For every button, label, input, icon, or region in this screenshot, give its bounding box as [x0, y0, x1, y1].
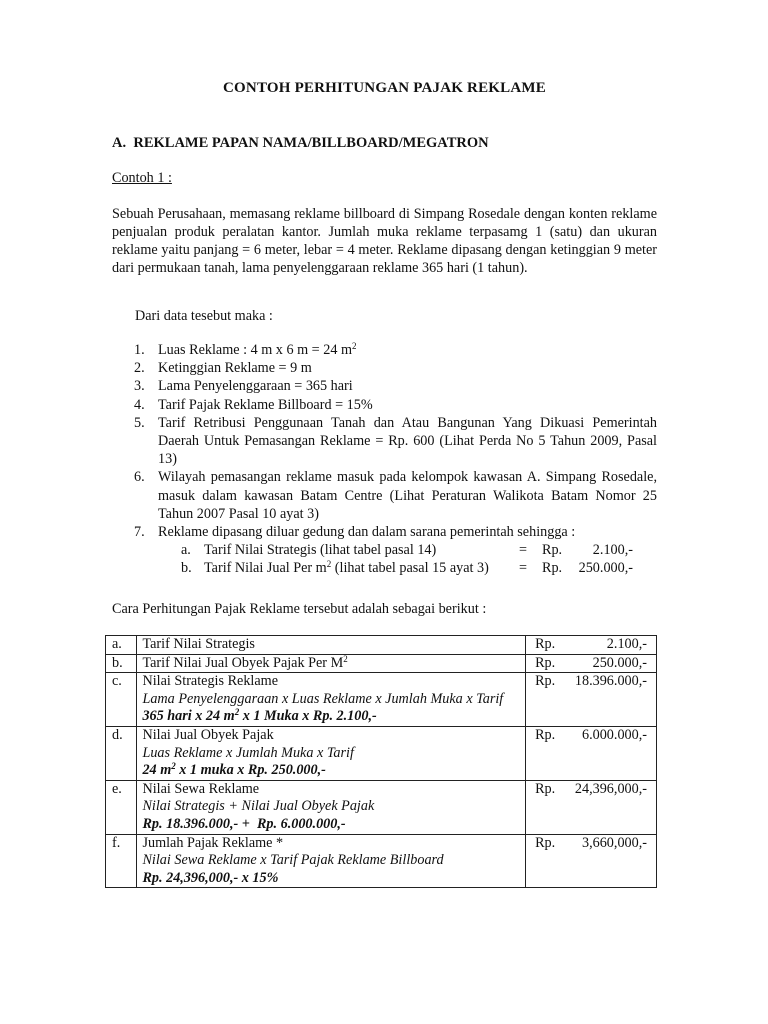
list-item-number: 3. — [134, 378, 145, 395]
row-title: Jumlah Pajak Reklame * — [142, 834, 284, 851]
currency-label: Rp. — [535, 780, 556, 797]
row-formula: Lama Penyelenggaraan x Luas Reklame x Jumlah Muka x Tarif — [142, 690, 504, 707]
currency-label: Rp. — [535, 834, 556, 851]
row-amount — [526, 636, 657, 655]
row-amount — [526, 673, 657, 727]
list-item — [112, 341, 657, 359]
row-description — [137, 780, 526, 834]
document-title: CONTOH PERHITUNGAN PAJAK REKLAME — [223, 80, 546, 96]
row-title: Tarif Nilai Strategis — [142, 636, 255, 652]
table-row — [106, 726, 657, 780]
row-calculation: Rp. 18.396.000,- + Rp. 6.000.000,- — [142, 815, 346, 832]
section-heading: A. REKLAME PAPAN NAMA/BILLBOARD/MEGATRON — [112, 135, 489, 151]
row-amount — [526, 780, 657, 834]
superscript: 2 — [171, 761, 176, 772]
intro-paragraph: Sebuah Perusahaan, memasang reklame billboard di Simpang Rosedale dengan konten reklame penjualan produk peralatan kantor. Jumlah muka reklame terpasamg 1 (satu) dan ukuran reklame yaitu panjang = 6 meter, lebar = 4 meter. Reklame dipasang dengan ketinggian 9 meter dari permukaan tanah, lama penyelenggaraan reklame 365 hari (1 tahun). — [112, 206, 657, 276]
superscript: 2 — [234, 707, 240, 718]
amount-value: 250.000,- — [592, 654, 647, 671]
calc-text-after: x 1 Muka x Rp. 2.100,- — [239, 708, 377, 725]
list-item-text: Ketinggian Reklame = 9 m — [158, 360, 312, 377]
sub-item-text-after: (lihat tabel pasal 15 ayat 3) — [331, 560, 489, 577]
sub-item-equals: = — [519, 560, 528, 577]
list-item-number: 7. — [134, 524, 145, 541]
row-formula: Luas Reklame x Jumlah Muka x Tarif — [142, 744, 354, 761]
sub-item-equals: = — [519, 542, 528, 559]
table-row — [106, 780, 657, 834]
currency-label: Rp. — [535, 673, 556, 690]
row-amount — [526, 654, 657, 673]
calculation-intro: Cara Perhitungan Pajak Reklame tersebut adalah sebagai berikut : — [112, 601, 487, 617]
list-item — [112, 396, 657, 414]
sub-item-text-before: Tarif Nilai Jual Per m — [204, 560, 327, 577]
row-formula: Nilai Sewa Reklame x Tarif Pajak Reklame Billboard — [142, 852, 444, 869]
amount-value: 2.100,- — [606, 636, 647, 652]
list-item-number: 2. — [134, 360, 145, 377]
table-row — [106, 636, 657, 655]
list-item — [112, 468, 657, 523]
amount-value: 3,660,000,- — [581, 834, 647, 851]
calc-text-after: x 1 muka x Rp. 250.000,- — [175, 762, 326, 779]
example-label: Contoh 1 : — [112, 170, 172, 186]
list-item-text: Tarif Pajak Reklame Billboard = 15% — [158, 396, 373, 413]
row-letter: d. — [106, 726, 137, 780]
row-amount — [526, 834, 657, 888]
superscript: 2 — [326, 559, 332, 570]
list-item — [112, 359, 657, 377]
amount-value: 6.000.000,- — [581, 726, 647, 743]
data-list — [112, 341, 657, 578]
row-letter: f. — [106, 834, 137, 888]
list-item-number: 5. — [134, 414, 145, 431]
row-title-text: Tarif Nilai Jual Obyek Pajak Per M — [142, 654, 344, 671]
list-item — [112, 377, 657, 395]
superscript: 2 — [352, 341, 357, 351]
currency-label: Rp. — [535, 726, 556, 743]
row-amount — [526, 726, 657, 780]
sub-item-currency: Rp. — [542, 560, 563, 577]
sub-item-currency: Rp. — [542, 542, 563, 559]
row-title: Nilai Strategis Reklame — [142, 673, 278, 690]
list-item — [112, 523, 657, 578]
row-description — [137, 834, 526, 888]
sub-item-value: 2.100,- — [592, 542, 633, 559]
list-item-text: Lama Penyelenggaraan = 365 hari — [158, 378, 353, 395]
table-row — [106, 654, 657, 673]
row-title: Nilai Sewa Reklame — [142, 780, 260, 797]
amount-value: 24,396,000,- — [574, 780, 647, 797]
amount-value: 18.396.000,- — [574, 673, 647, 690]
from-data-text: Dari data tesebut maka : — [135, 308, 273, 324]
sub-item-text — [204, 559, 489, 577]
list-item-number: 1. — [134, 342, 145, 358]
list-item-text: Luas Reklame : 4 m x 6 m = 24 m — [158, 342, 352, 358]
row-title — [142, 655, 520, 673]
row-letter: a. — [106, 636, 137, 655]
row-calculation — [142, 762, 520, 780]
sub-item-letter: b. — [181, 560, 192, 577]
calc-text-before: 24 m — [142, 762, 172, 779]
row-description — [137, 673, 526, 727]
row-letter: b. — [106, 654, 137, 673]
list-item-number: 4. — [134, 396, 145, 413]
sub-list-item — [158, 541, 657, 559]
list-item-text: Reklame dipasang diluar gedung dan dalam sarana pemerintah sehingga : — [158, 524, 576, 541]
table-row — [106, 673, 657, 727]
row-letter: c. — [106, 673, 137, 727]
sub-item-value: 250.000,- — [578, 560, 633, 577]
row-description — [137, 636, 526, 655]
list-item-text: Tarif Retribusi Penggunaan Tanah dan Atau Bangunan Yang Dikuasi Pemerintah Daerah Untuk Pemasangan Reklame = Rp. 600 (Lihat Perda No 5 Tahun 2009, Pasal 13) — [158, 414, 657, 468]
row-letter: e. — [106, 780, 137, 834]
calc-text-before: 365 hari x 24 m — [142, 708, 235, 725]
calculation-table — [105, 635, 657, 888]
table-row — [106, 834, 657, 888]
sub-list — [158, 541, 657, 577]
row-formula: Nilai Strategis + Nilai Jual Obyek Pajak — [142, 798, 375, 815]
row-calculation: Rp. 24,396,000,- x 15% — [142, 869, 279, 886]
sub-item-text: Tarif Nilai Strategis (lihat tabel pasal 14) — [204, 542, 437, 559]
sub-item-letter: a. — [181, 542, 191, 559]
superscript: 2 — [343, 653, 348, 664]
currency-label: Rp. — [535, 636, 556, 652]
sub-list-item — [158, 559, 657, 577]
list-item-text: Wilayah pemasangan reklame masuk pada kelompok kawasan A. Simpang Rosedale, masuk dalam kawasan Batam Centre (Lihat Peraturan Walikota Batam Nomor 25 Tahun 2007 Pasal 10 ayat 3) — [158, 469, 657, 522]
row-calculation — [142, 708, 520, 726]
row-title: Nilai Jual Obyek Pajak — [142, 726, 274, 743]
row-description — [137, 654, 526, 673]
list-item — [112, 414, 657, 469]
currency-label: Rp. — [535, 654, 556, 671]
row-description — [137, 726, 526, 780]
list-item-number: 6. — [134, 469, 145, 486]
